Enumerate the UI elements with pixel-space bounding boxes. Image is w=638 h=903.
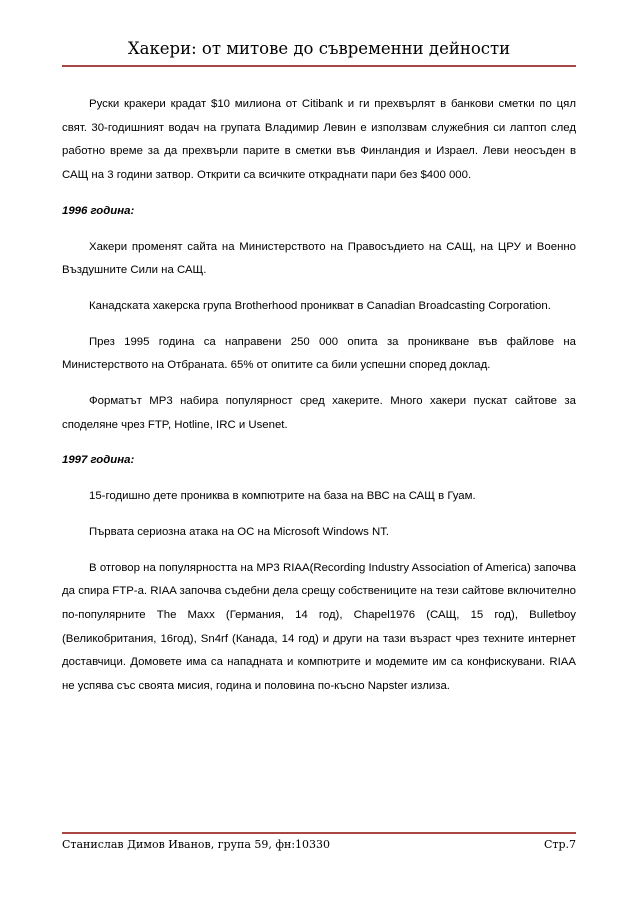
year-heading-1997: 1997 година: xyxy=(62,454,135,467)
paragraph xyxy=(62,557,576,699)
paragraph xyxy=(62,390,576,437)
paragraph-text: Канадската хакерска група Brotherhood проникват в Canadian Broadcasting Corporation. xyxy=(89,299,551,312)
footer-divider xyxy=(62,832,576,834)
paragraph-text: В отговор на популярността на MP3 RIAA(Recording Industry Association of America) започва да спира FTP-а. RIAA започва съдебни дела срещу собствениците на тези сайтове включително по-популярните The Maxx (Германия, 14 год), Chapel1976 (САЩ, 15 год), Bulletboy (Великобритания, 16год), Sn4rf (Канада, 14 год) и други на тази възраст чрез техните интернет доставчици. Домовете има са нападната и компютрите и модемите им са конфискувани. RIAA не успява със своята мисия, година и половина по-късно Napster излиза. xyxy=(62,561,576,693)
paragraph-text: През 1995 година са направени 250 000 опита за проникване във файлове на Министерството на Отбраната. 65% от опитите са били успешни според доклад. xyxy=(62,335,576,372)
page-header-title: Хакери: от митове до съвременни дейности xyxy=(127,39,511,58)
paragraph xyxy=(62,93,576,188)
paragraph-text: Форматът MP3 набира популярност сред хакерите. Много хакери пускат сайтове за споделяне чрез FTP, Hotline, IRC и Usenet. xyxy=(62,395,576,431)
paragraph xyxy=(62,485,576,509)
document-body xyxy=(62,93,576,699)
paragraph-text: Руски кракери крадат $10 милиона от Citibank и ги прехвърлят в банкови сметки по цял свят. 30-годишният водач на групата Владимир Левин е използвам служебния си лаптоп след работно време за да прехвърли парите в сметки във Финландия и Израел. Леви неосъден в САЩ на 3 години затвор. Открити са всичките откраднати пари без $400 000. xyxy=(62,98,576,182)
paragraph xyxy=(62,236,576,283)
paragraph-text: Хакери променят сайта на Министерството на Правосъдието на САЩ, на ЦРУ и Военно Въздушните Сили на САЩ. xyxy=(62,240,576,277)
paragraph-text: Първата сериозна атака на ОС на Microsoft Windows NT. xyxy=(89,525,390,538)
page-number: Стр.7 xyxy=(543,838,576,851)
footer-author: Станислав Димов Иванов, група 59, фн:10330 xyxy=(62,838,331,851)
year-heading-1996: 1996 година: xyxy=(62,204,135,217)
paragraph-text: 15-годишно дете прониква в компютрите на база на ВВС на САЩ в Гуам. xyxy=(89,490,476,503)
paragraph xyxy=(62,295,576,319)
paragraph xyxy=(62,521,576,545)
paragraph xyxy=(62,331,576,378)
header-divider xyxy=(62,65,576,67)
